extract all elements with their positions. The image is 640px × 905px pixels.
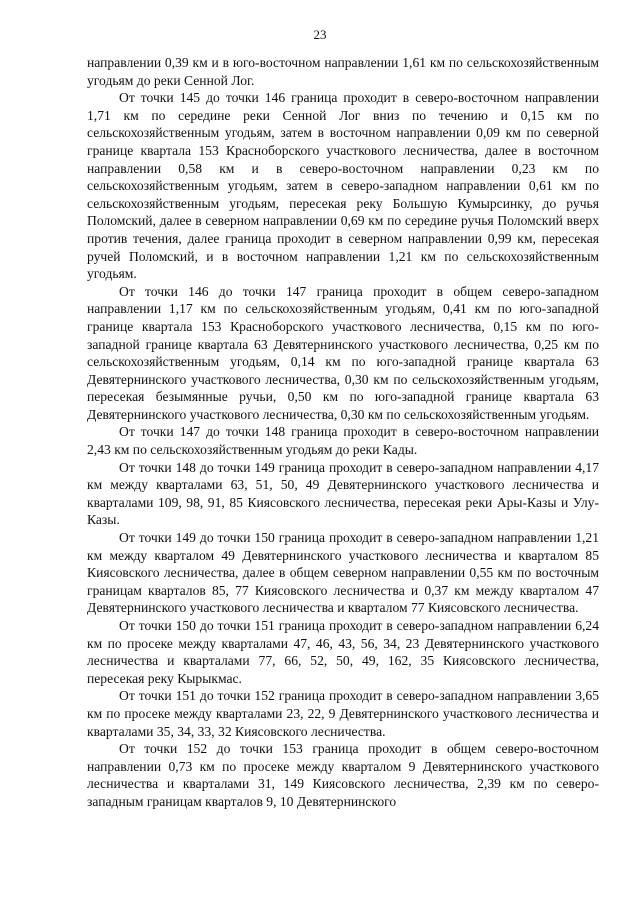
- paragraph-2: От точки 145 до точки 146 граница проходит в северо-восточном направлении 1,71 км по середине реки Сенной Лог вниз по течению и 0,15 км по сельскохозяйственным угодьям, затем в восточном направлении 0,09 км по северной границе квартала 153 Красноборского участкового лесничества, далее в восточном направлении 0,58 км и в северо-восточном направлении 0,23 км по сельскохозяйственным угодьям, затем в северо-западном направлении 0,61 км по сельскохозяйственным угодьям, пересекая реку Большую Кумырсинку, до ручья Поломский, далее в северном направлении 0,69 км по середине ручья Поломский вверх против течения, далее граница проходит в северном направлении 0,99 км, пересекая ручей Поломский, и в восточном направлении 1,21 км по сельскохозяйственным угодьям.: [87, 90, 599, 282]
- paragraph-9: От точки 152 до точки 153 граница проходит в общем северо-восточном направлении 0,73 км по просеке между кварталом 9 Девятернинского участкового лесничества и кварталами 31, 149 Киясовского лесничества, 2,39 км по северо-западным границам кварталов 9, 10 Девятернинского: [87, 741, 599, 809]
- paragraph-3: От точки 146 до точки 147 граница проходит в общем северо-западном направлении 1,17 км по сельскохозяйственным угодьям, 0,41 км по юго-западной границе квартала 153 Красноборского участкового лесничества, 0,15 км по юго-западной границе квартала 63 Девятернинского участкового лесничества, 0,25 км по сельскохозяйственным угодьям, 0,14 км по юго-западной границе квартала 63 Девятернинского участкового лесничества, 0,30 км по сельскохозяйственным угодьям, пересекая безымянные ручьи, 0,50 км по юго-западной границе квартала 63 Девятернинского участкового лесничества, 0,30 км по сельскохозяйственным угодьям.: [87, 283, 599, 422]
- paragraph-1: направлении 0,39 км и в юго-восточном направлении 1,61 км по сельскохозяйственным угодьям до реки Сенной Лог.: [87, 55, 599, 88]
- paragraph-6: От точки 149 до точки 150 граница проходит в северо-западном направлении 1,21 км между кварталом 49 Девятернинского участкового лесничества и кварталом 85 Киясовского лесничества, далее в общем северном направлении 0,55 км по восточным границам кварталов 85, 77 Киясовского лесничества и 0,37 км между кварталом 47 Девятернинского участкового лесничества и кварталом 77 Киясовского лесничества.: [87, 530, 599, 616]
- paragraph-8: От точки 151 до точки 152 граница проходит в северо-западном направлении 3,65 км по просеке между кварталами 23, 22, 9 Девятернинского участкового лесничества и кварталами 35, 34, 33, 32 Киясовского лесничества.: [87, 688, 599, 739]
- page-number: 23: [313, 27, 327, 42]
- paragraph-5: От точки 148 до точки 149 граница проходит в северо-западном направлении 4,17 км между кварталами 63, 51, 50, 49 Девятернинского участкового лесничества и кварталами 109, 98, 91, 85 Киясовского лесничества, пересекая реки Ары-Казы и Улу-Казы.: [87, 459, 599, 528]
- paragraph-7: От точки 150 до точки 151 граница проходит в северо-западном направлении 6,24 км по просеке между кварталами 47, 46, 43, 56, 34, 23 Девятернинского участкового лесничества и кварталами 77, 66, 52, 50, 49, 162, 35 Киясовского лесничества, пересекая реку Кырыкмас.: [87, 618, 599, 686]
- document-body: [87, 54, 599, 811]
- paragraph-4: От точки 147 до точки 148 граница проходит в северо-восточном направлении 2,43 км по сельскохозяйственным угодьям до реки Кады.: [87, 424, 599, 458]
